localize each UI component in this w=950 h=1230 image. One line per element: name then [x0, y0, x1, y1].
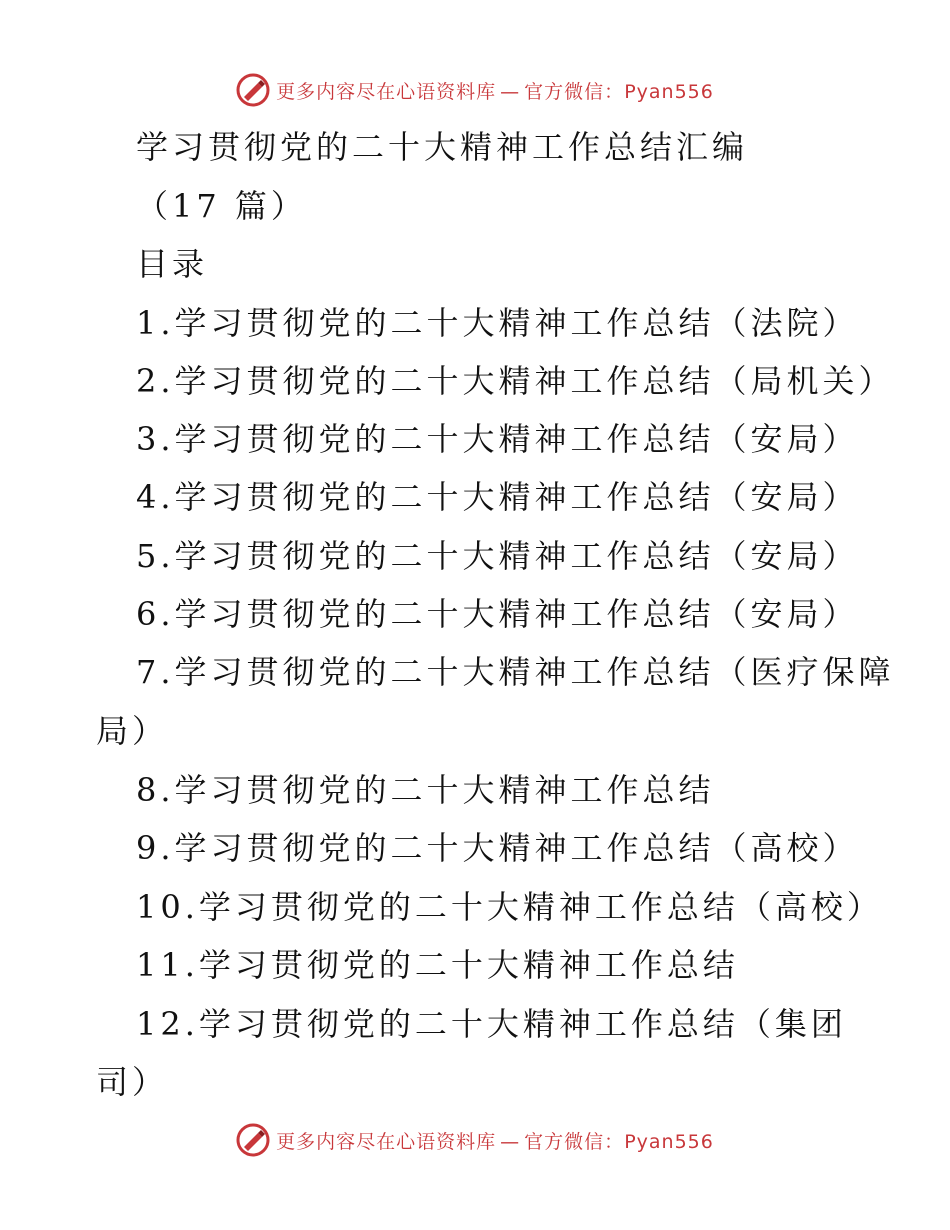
- banner-tail-text: 官方微信：: [524, 1130, 625, 1153]
- document-title-count: （17 篇）: [136, 187, 307, 225]
- document-title: 学习贯彻党的二十大精神工作总结汇编: [136, 128, 749, 166]
- banner-tail-text: 官方微信：: [524, 80, 625, 103]
- toc-item: 7.学习贯彻党的二十大精神工作总结（医疗保障: [136, 653, 895, 691]
- toc-item-continued: 司）: [96, 1063, 169, 1101]
- banner-main-text: 更多内容尽在心语资料库: [276, 1130, 497, 1153]
- toc-item: 2.学习贯彻党的二十大精神工作总结（局机关）: [136, 362, 895, 400]
- banner-main-text: 更多内容尽在心语资料库: [276, 80, 497, 103]
- pen-logo-icon: [236, 73, 270, 107]
- banner-separator: —: [500, 80, 521, 103]
- banner-separator: —: [500, 1130, 521, 1153]
- footer-watermark: [0, 1120, 950, 1160]
- toc-item: 8.学习贯彻党的二十大精神工作总结: [136, 771, 715, 809]
- toc-item: 10.学习贯彻党的二十大精神工作总结（高校）: [136, 888, 883, 926]
- toc-item-continued: 局）: [96, 712, 169, 750]
- toc-item: 1.学习贯彻党的二十大精神工作总结（法院）: [136, 304, 859, 342]
- toc-item: 4.学习贯彻党的二十大精神工作总结（安局）: [136, 478, 859, 516]
- toc-item: 9.学习贯彻党的二十大精神工作总结（高校）: [136, 829, 859, 867]
- toc-item: 5.学习贯彻党的二十大精神工作总结（安局）: [136, 537, 859, 575]
- pen-logo-icon: [236, 1123, 270, 1157]
- header-watermark: [0, 70, 950, 110]
- toc-item: 11.学习贯彻党的二十大精神工作总结: [136, 946, 739, 984]
- banner-wechat-id: Pyan556: [624, 1130, 714, 1153]
- toc-item: 12.学习贯彻党的二十大精神工作总结（集团: [136, 1005, 847, 1043]
- banner-wechat-id: Pyan556: [624, 80, 714, 103]
- toc-heading: 目录: [136, 245, 209, 283]
- toc-item: 6.学习贯彻党的二十大精神工作总结（安局）: [136, 595, 859, 633]
- toc-item: 3.学习贯彻党的二十大精神工作总结（安局）: [136, 420, 859, 458]
